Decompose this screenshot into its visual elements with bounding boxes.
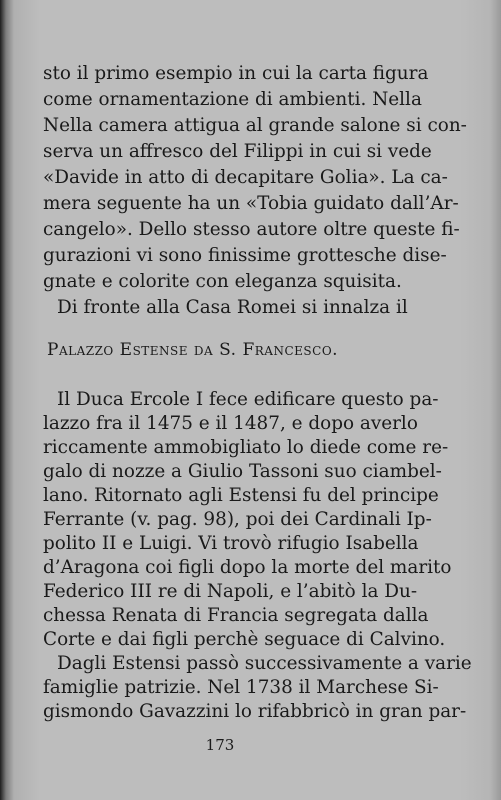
section-heading: Palazzo Estense da S. Francesco. <box>47 340 339 360</box>
para1-line-2: come ornamentazione di ambienti. Nella <box>43 89 422 110</box>
para1-line-7: cangelo». Dello stesso autore oltre queste fi- <box>43 219 460 240</box>
para3-line-10: chessa Renata di Francia segregata dalla <box>43 605 429 626</box>
para1-line-1: sto il primo esempio in cui la carta figura <box>43 63 429 84</box>
para1-line-3: Nella camera attigua al grande salone si con- <box>43 115 467 136</box>
para4-line-1: Dagli Estensi passò successivamente a varie <box>57 653 472 674</box>
para3-line-11: Corte e dai figli perchè seguace di Calvino. <box>43 629 446 650</box>
para3-line-1: Il Duca Ercole I fece edificare questo pa- <box>57 389 439 410</box>
para1-line-9: gnate e colorite con eleganza squisita. <box>43 271 402 292</box>
para4-line-2: famiglie patrizie. Nel 1738 il Marchese Si- <box>43 677 439 698</box>
para3-line-5: lano. Ritornato agli Estensi fu del principe <box>43 485 439 506</box>
para1-line-6: mera seguente ha un «Tobia guidato dall’Ar- <box>43 193 459 214</box>
para1-line-5: «Davide in atto di decapitare Golia». La ca- <box>43 167 448 188</box>
para2-line-1: Di fronte alla Casa Romei si innalza il <box>57 297 408 318</box>
para3-line-4: galo di nozze a Giulio Tassoni suo ciambel- <box>43 461 442 482</box>
para1-line-4: serva un affresco del Filippi in cui si vede <box>43 141 432 162</box>
para3-line-2: lazzo fra il 1475 e il 1487, e dopo averlo <box>43 413 418 434</box>
para3-line-3: riccamente ammobigliato lo diede come re- <box>43 437 449 458</box>
para3-line-6: Ferrante (v. pag. 98), poi dei Cardinali Ip- <box>43 509 432 530</box>
page-number: 173 <box>205 736 235 754</box>
para4-line-3: gismondo Gavazzini lo rifabbricò in gran par- <box>43 701 467 722</box>
para3-line-8: d’Aragona coi figli dopo la morte del marito <box>43 557 452 578</box>
para1-line-8: gurazioni vi sono finissime grottesche dise- <box>43 245 447 266</box>
para3-line-7: polito II e Luigi. Vi trovò rifugio Isabella <box>43 533 419 554</box>
para3-line-9: Federico III re di Napoli, e l’abitò la Du- <box>43 581 418 602</box>
